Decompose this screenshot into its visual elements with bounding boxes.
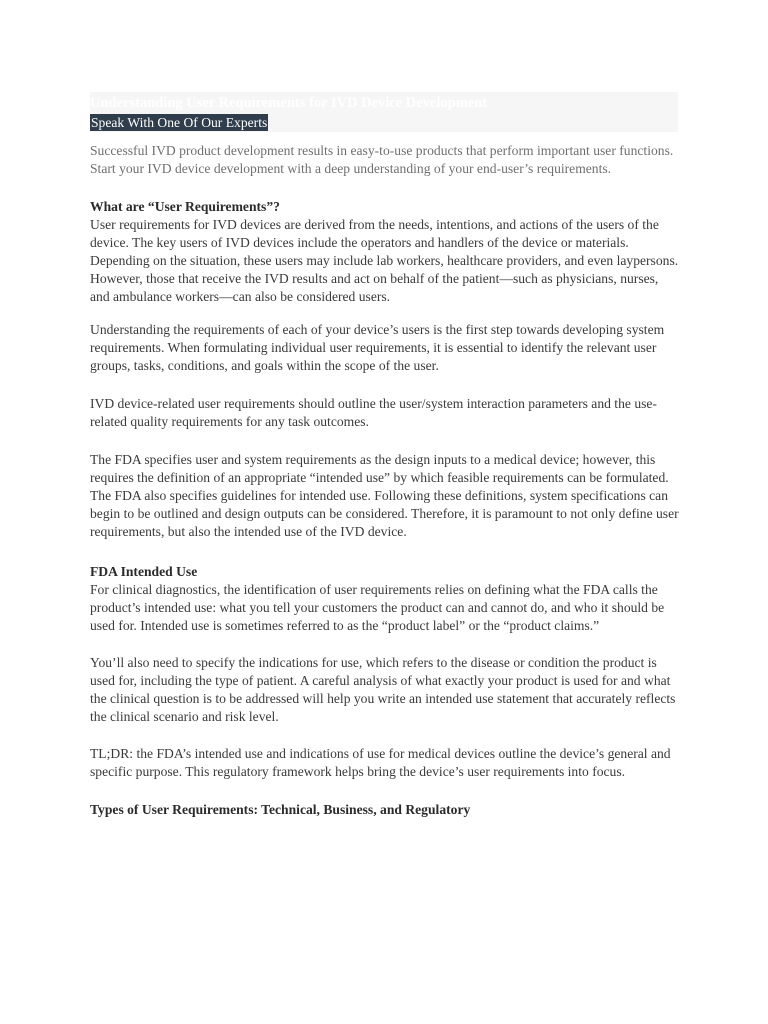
intro-paragraph: Successful IVD product development results in easy-to-use products that perform important user functions. Start your IVD device development with a deep understanding of your end-user’s requirements. xyxy=(90,143,674,176)
paragraph: User requirements for IVD devices are derived from the needs, intentions, and actions of the users of the device. The key users of IVD devices include the operators and handlers of the device or materials. Depending on the situation, these users may include lab workers, healthcare providers, and even laypersons. However, those that receive the IVD results and act on behalf of the patient—such as physicians, nurses, and ambulance workers—can also be considered users. xyxy=(90,217,679,304)
paragraph: IVD device-related user requirements should outline the user/system interaction parameters and the use-related quality requirements for any task outcomes. xyxy=(90,396,657,429)
paragraph: For clinical diagnostics, the identification of user requirements relies on defining what the FDA calls the product’s intended use: what you tell your customers the product can and cannot do, and who it should be used for. Intended use is sometimes referred to as the “product label” or the “product claims.” xyxy=(90,582,665,633)
paragraph: TL;DR: the FDA’s intended use and indications of use for medical devices outline the device’s general and specific purpose. This regulatory framework helps bring the device’s user requirements into focus. xyxy=(90,746,671,779)
page-title: Understanding User Requirements for IVD Device Development xyxy=(90,95,488,111)
paragraph: You’ll also need to specify the indications for use, which refers to the disease or condition the product is used for, including the type of patient. A careful analysis of what exactly your product is used for and what the clinical question is to be addressed will help you write an intended use statement that accurately reflects the clinical scenario and risk level. xyxy=(90,655,676,724)
document-page xyxy=(90,92,680,819)
paragraph: Understanding the requirements of each of your device’s users is the first step towards developing system requirements. When formulating individual user requirements, it is essential to identify the relevant user groups, tasks, conditions, and goals within the scope of the user. xyxy=(90,322,665,373)
section-heading-fda-intended-use: FDA Intended Use xyxy=(90,564,198,579)
speak-with-expert-link[interactable]: Speak With One Of Our Experts xyxy=(91,115,268,130)
header-band xyxy=(90,92,678,132)
section-heading-user-requirements: What are “User Requirements”? xyxy=(90,199,280,214)
section-heading-types-of-user-requirements: Types of User Requirements: Technical, Business, and Regulatory xyxy=(90,802,471,817)
paragraph: The FDA specifies user and system requirements as the design inputs to a medical device; however, this requires the definition of an appropriate “intended use” by which feasible requirements can be formulated. The FDA also specifies guidelines for intended use. Following these definitions, system specifications can begin to be outlined and design outputs can be considered. Therefore, it is paramount to not only define user requirements, but also the intended use of the IVD device. xyxy=(90,452,679,539)
